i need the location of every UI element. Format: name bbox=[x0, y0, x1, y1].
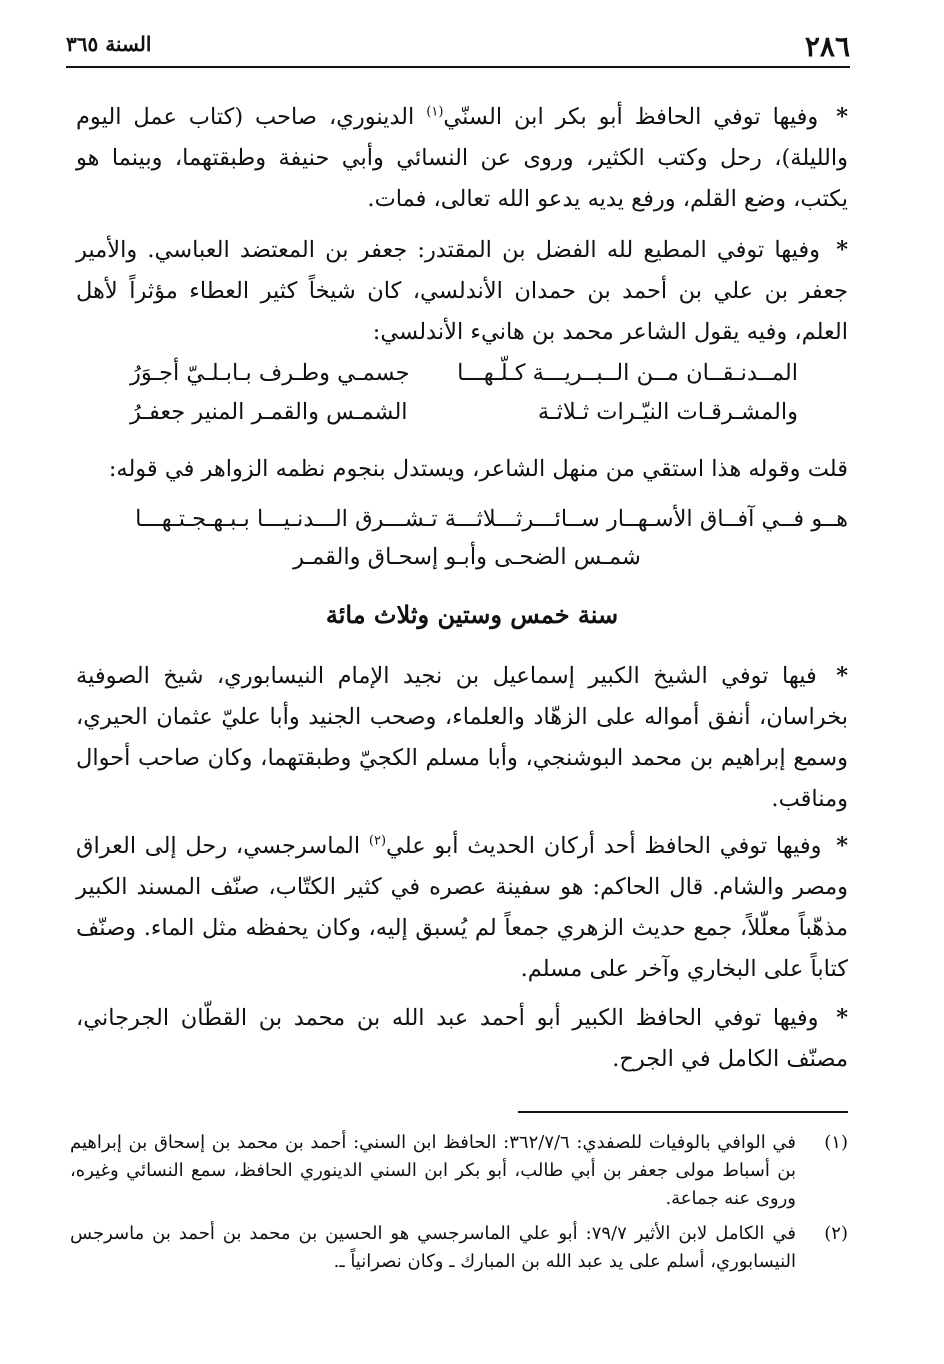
bullet-star: * bbox=[836, 237, 849, 263]
paragraph-ibn-al-sunni bbox=[76, 97, 848, 220]
footnote-2 bbox=[70, 1220, 848, 1276]
paragraph-text: الماسرجسي، رحل إلى العراق ومصر والشام. قال الحاكم: هو سفينة عصره في كثير الكتّاب، صنّف المسند الكبير مذهّباً معلّلاً، جمع حديث الزهري جمعاً لم يُسبق إليه، وكان يحفظه مثل الماء. وصنّف كتاباً على البخاري وآخر على مسلم. bbox=[76, 833, 848, 982]
paragraph-text: وفيها توفي المطيع لله الفضل بن المقتدر: جعفر بن المعتضد العباسي. والأمير جعفر بن علي بن أحمد بن حمدان الأندلسي، كان شيخاً كثير العطاء مؤثراً لأهل العلم، وفيه يقول الشاعر محمد بن هانيء الأندلسي: bbox=[76, 237, 848, 345]
bullet-star: * bbox=[836, 104, 848, 130]
paragraph-text: فيها توفي الشيخ الكبير إسماعيل بن نجيد الإمام النيسابوري، شيخ الصوفية بخراسان، أنفق أمواله على الزهّاد والعلماء، وصحب الجنيد وأبا عليّ عثمان الحيري، وسمع إبراهيم بن محمد البوشنجي، وأبا مسلم الكجيّ وطبقتهما، وكان صاحب أحوال ومناقب. bbox=[76, 663, 848, 812]
verse-first-hemistich: هــو فــي آفــاق الأسـهــار ســائـــر bbox=[522, 506, 848, 532]
poem-verse bbox=[130, 360, 798, 398]
paragraph-al-muti bbox=[76, 230, 848, 353]
verse-second-hemistich: جسمـي وطـرف بـابـلـيّ أجـوَرُ bbox=[130, 360, 410, 386]
verse-first-hemistich: المــدنـقــان مــن الــبــريـــة كـلّـهـــا bbox=[457, 360, 798, 386]
footnote-separator bbox=[518, 1111, 848, 1113]
bullet-star: * bbox=[836, 833, 849, 859]
footnote-number: (٢) bbox=[824, 1223, 848, 1244]
page-number: ٢٨٦ bbox=[804, 30, 850, 63]
paragraph-ibn-al-qattan bbox=[76, 998, 848, 1080]
bullet-star: * bbox=[836, 663, 848, 689]
footnote-ref-1[interactable]: (١) bbox=[426, 104, 444, 120]
footnote-ref-2[interactable]: (٢) bbox=[368, 833, 387, 849]
paragraph-ismail-ibn-nujaid bbox=[76, 656, 848, 820]
paragraph-text: وفيها توفي الحافظ أبو بكر ابن السنّي bbox=[443, 104, 819, 130]
poem-verse bbox=[135, 506, 848, 544]
footnote-text: في الوافي بالوفيات للصفدي: ٣٦٢/٧/٦: الحافظ ابن السني: أحمد بن محمد بن إسحاق بن إبراهيم بن أسباط مولى جعفر بن أبي طالب، أبو بكر ابن السني الدينوري الحافظ، سمع النسائي وغيره، وروى عنه جماعة. bbox=[70, 1132, 796, 1209]
footnote-number: (١) bbox=[824, 1132, 848, 1153]
paragraph-text: قلت وقوله هذا استقي من منهل الشاعر، ويستدل بنجوم نظمه الزواهر في قوله: bbox=[108, 456, 848, 482]
running-title: السنة ٣٦٥ bbox=[66, 32, 152, 56]
verse-second-hemistich: ثـــلاثـــة تـشـــرق الـــدنـيـــا بـبـهـجـتـهـــا bbox=[135, 506, 523, 532]
verse-second-hemistich: الشمـس والقمـر المنير جعفـرُ bbox=[130, 399, 408, 425]
verse-line: شمـس الضحـى وأبـو إسحـاق والقمـر bbox=[293, 544, 641, 570]
page-header bbox=[66, 30, 850, 66]
paragraph-al-masarjisi bbox=[76, 826, 848, 990]
poem-verse bbox=[270, 544, 664, 582]
paragraph-text: وفيها توفي الحافظ الكبير أبو أحمد عبد الله بن محمد بن القطّان الجرجاني، مصنّف الكامل في الجرح. bbox=[76, 1005, 848, 1072]
section-title: سنة خمس وستين وثلاث مائة bbox=[325, 600, 619, 629]
poem-verse bbox=[130, 399, 798, 437]
header-rule bbox=[66, 66, 850, 68]
footnote-1 bbox=[70, 1129, 848, 1213]
bullet-star: * bbox=[836, 1005, 848, 1031]
paragraph-text: الدينوري، صاحب (كتاب عمل اليوم والليلة)، رحل وكتب الكثير، وروى عن النسائي وأبي حنيفة وطبقتهما، وبينما هو يكتب، وضع القلم، ورفع يديه يدعو الله تعالى، فمات. bbox=[76, 104, 848, 212]
paragraph-comment bbox=[76, 449, 848, 490]
footnote-text: في الكامل لابن الأثير ٧٩/٧: أبو علي الماسرجسي هو الحسين بن محمد بن أحمد بن ماسرجس النيسابوري، أسلم على يد عبد الله بن المبارك ـ وكان نصرانياً ـ. bbox=[70, 1223, 796, 1272]
paragraph-text: وفيها توفي الحافظ أحد أركان الحديث أبو علي bbox=[386, 833, 822, 859]
verse-first-hemistich: والمشـرقـات النيّـرات ثـلاثـة bbox=[537, 399, 798, 425]
